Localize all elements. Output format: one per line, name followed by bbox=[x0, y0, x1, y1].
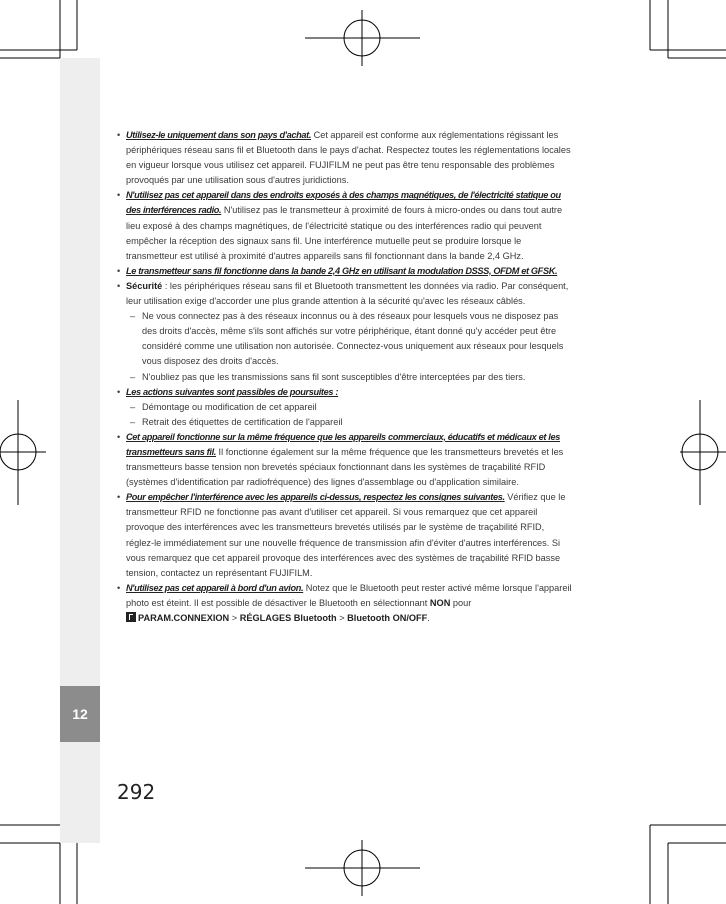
list-item bbox=[117, 128, 574, 188]
menu-path-bluetooth-settings: RÉGLAGES Bluetooth bbox=[239, 613, 337, 623]
menu-separator: > bbox=[229, 613, 240, 623]
list-item bbox=[117, 264, 574, 279]
sub-item-text: N'oubliez pas que les transmissions sans fil sont susceptibles d'être interceptées par des tiers. bbox=[142, 371, 526, 382]
list-item bbox=[117, 430, 574, 490]
sub-item bbox=[117, 400, 574, 415]
item-heading: N'utilisez pas cet appareil à bord d'un avion. bbox=[126, 582, 304, 593]
dash: – bbox=[130, 401, 136, 412]
bullet: • bbox=[117, 431, 121, 442]
sub-item-text: Démontage ou modification de cet appareil bbox=[142, 401, 317, 412]
connection-settings-icon bbox=[126, 612, 136, 622]
page-number: 292 bbox=[117, 780, 156, 804]
bullet: • bbox=[117, 190, 121, 201]
bullet: • bbox=[117, 492, 121, 503]
page-content bbox=[117, 128, 574, 626]
item-text: Il fonctionne également sur la même fréquence que les transmetteurs brevetés et les transmetteurs basse tension non brevetés spéciaux fonctionnant dans les systèmes de traçabilité RFID (systèmes d'identification par radiofréquence) des lignes d'assemblage ou d'application similaire. bbox=[126, 446, 564, 488]
sub-item-text: Ne vous connectez pas à des réseaux inconnus ou à des réseaux pour lesquels vous ne disposez pas des droits d'accès, même s'ils sont affichés sur votre périphérique, étant donné qu'y accéder peut être considéré comme une utilisation non autorisée. Connectez-vous uniquement aux réseaux pour lesquels vous disposez des droits d'accès. bbox=[142, 311, 564, 367]
dash: – bbox=[130, 311, 136, 322]
list-item bbox=[117, 581, 574, 626]
sub-item-text: Retrait des étiquettes de certification de l'appareil bbox=[142, 416, 343, 427]
list-item bbox=[117, 188, 574, 263]
sub-item bbox=[117, 415, 574, 430]
sub-item bbox=[117, 309, 574, 369]
item-text: Vérifiez que le transmetteur RFID ne fonctionne pas avant d'utiliser cet appareil. Si vous remarquez que cet appareil provoque des interférences avec les transmetteurs brevetés utilisés par le système de traçabilité RFID, réglez-le immédiatement sur une nouvelle fréquence de transmission afin d'éviter d'autres interférences. Si vous remarquez que cet appareil provoque des interférences avec des systèmes de traçabilité RFID basse tension, contactez un représentant FUJIFILM. bbox=[126, 492, 566, 578]
item-text: Notez que le Bluetooth peut rester activé même lorsque l'appareil photo est éteint. Il est possible de désactiver le Bluetooth en sélectionnant bbox=[126, 582, 572, 608]
item-heading: N'utilisez pas cet appareil dans des endroits exposés à des champs magnétiques, de l'électricité statique ou des interférences radio. bbox=[126, 190, 561, 216]
list-item bbox=[117, 385, 574, 400]
item-text: : les périphériques réseau sans fil et Bluetooth transmettent les données via radio. Par conséquent, leur utilisation exige d'accorder une plus grande attention à la sécurité qu'avec les réseaux câblés. bbox=[126, 280, 569, 307]
item-heading: Les actions suivantes sont passibles de poursuites : bbox=[126, 386, 339, 397]
menu-path-bluetooth-onoff: Bluetooth ON/OFF bbox=[347, 613, 428, 623]
dash: – bbox=[130, 371, 136, 382]
item-text: Cet appareil est conforme aux réglementations régissant les périphériques réseau sans fil et Bluetooth dans le pays d'achat. Respectez toutes les réglementations locales en vigueur lorsque vous utilisez cet appareil. FUJIFILM ne peut pas être tenu responsable des problèmes provoqués par une utilisation sous d'autres juridictions. bbox=[126, 130, 571, 186]
chapter-number: 12 bbox=[72, 706, 88, 722]
bullet: • bbox=[117, 265, 121, 276]
item-heading: Pour empêcher l'interférence avec les appareils ci-dessus, respectez les consignes suivantes. bbox=[126, 492, 505, 503]
menu-path-connection: PARAM.CONNEXION bbox=[138, 613, 230, 623]
item-text-end: . bbox=[427, 613, 430, 623]
item-heading: Cet appareil fonctionne sur la même fréquence que les appareils commerciaux, éducatifs et médicaux et les transmetteurs sans fil. bbox=[126, 431, 561, 457]
value-non: NON bbox=[429, 597, 451, 608]
item-heading: Le transmetteur sans fil fonctionne dans la bande 2,4 GHz en utilisant la modulation DSSS, OFDM et GFSK. bbox=[126, 265, 558, 276]
item-text: pour bbox=[450, 597, 472, 608]
item-heading: Utilisez-le uniquement dans son pays d'achat. bbox=[126, 130, 312, 140]
menu-separator: > bbox=[336, 613, 348, 623]
sub-item bbox=[117, 370, 574, 385]
dash: – bbox=[130, 416, 136, 427]
item-text: N'utilisez pas le transmetteur à proximité de fours à micro-ondes ou dans tout autre lieu exposé à des champs magnétiques, de l'électricité statique ou des interférences radio qui peuvent empêcher la réception des signaux sans fil. Une interférence mutuelle peut se produire lorsque le transmetteur est utilisé à proximité d'autres appareils sans fil fonctionnant dans la bande 2,4 GHz. bbox=[126, 205, 563, 261]
list-item bbox=[117, 279, 574, 309]
list-item bbox=[117, 490, 574, 581]
bullet: • bbox=[117, 386, 121, 397]
bullet: • bbox=[117, 280, 121, 291]
bullet: • bbox=[117, 582, 121, 593]
bullet: • bbox=[117, 130, 121, 140]
chapter-tab bbox=[60, 686, 100, 742]
item-lead: Sécurité bbox=[126, 280, 163, 291]
